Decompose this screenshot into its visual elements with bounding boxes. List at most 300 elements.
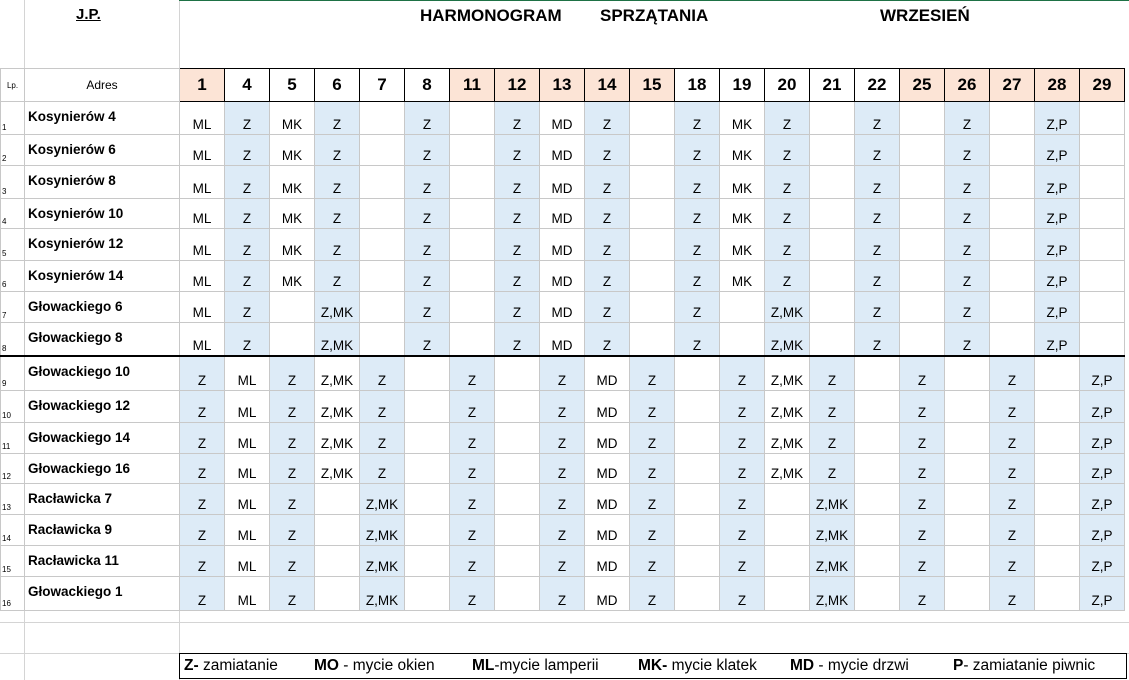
schedule-cell[interactable]	[360, 102, 405, 135]
schedule-cell[interactable]: Z,MK	[360, 546, 405, 577]
schedule-cell[interactable]: ML	[225, 577, 270, 611]
schedule-cell[interactable]: Z	[360, 391, 405, 423]
schedule-cell[interactable]	[990, 199, 1035, 229]
schedule-cell[interactable]	[360, 229, 405, 261]
schedule-cell[interactable]	[270, 323, 315, 356]
schedule-cell[interactable]: Z	[675, 229, 720, 261]
schedule-cell[interactable]	[810, 323, 855, 356]
schedule-cell[interactable]: ML	[225, 484, 270, 515]
schedule-cell[interactable]	[945, 391, 990, 423]
schedule-cell[interactable]: Z	[225, 261, 270, 292]
schedule-cell[interactable]: Z	[315, 261, 360, 292]
schedule-cell[interactable]: Z	[945, 323, 990, 356]
schedule-cell[interactable]	[1080, 199, 1125, 229]
schedule-cell[interactable]: MD	[585, 515, 630, 546]
schedule-cell[interactable]: Z	[495, 229, 540, 261]
schedule-cell[interactable]: Z	[855, 102, 900, 135]
schedule-cell[interactable]: Z	[540, 515, 585, 546]
schedule-cell[interactable]	[1080, 261, 1125, 292]
schedule-cell[interactable]: Z	[720, 454, 765, 484]
schedule-cell[interactable]: Z	[990, 454, 1035, 484]
schedule-cell[interactable]: Z	[180, 577, 225, 611]
schedule-cell[interactable]: Z	[720, 391, 765, 423]
schedule-cell[interactable]	[450, 261, 495, 292]
schedule-cell[interactable]	[495, 356, 540, 391]
schedule-cell[interactable]: Z	[945, 199, 990, 229]
row-number[interactable]: 8	[1, 323, 25, 356]
schedule-cell[interactable]	[1035, 454, 1080, 484]
schedule-cell[interactable]	[810, 135, 855, 166]
day-header[interactable]: 27	[990, 69, 1035, 102]
schedule-cell[interactable]	[810, 229, 855, 261]
schedule-cell[interactable]	[630, 199, 675, 229]
schedule-cell[interactable]: Z,P	[1035, 166, 1080, 199]
day-header[interactable]: 25	[900, 69, 945, 102]
schedule-cell[interactable]: Z	[495, 102, 540, 135]
schedule-cell[interactable]: Z	[270, 391, 315, 423]
address-cell[interactable]: Racławicka 9	[25, 515, 180, 546]
schedule-cell[interactable]	[675, 484, 720, 515]
schedule-cell[interactable]: Z	[360, 454, 405, 484]
day-header[interactable]: 28	[1035, 69, 1080, 102]
schedule-cell[interactable]: Z	[540, 423, 585, 454]
schedule-cell[interactable]	[1035, 515, 1080, 546]
schedule-cell[interactable]: ML	[225, 515, 270, 546]
schedule-cell[interactable]: ML	[180, 261, 225, 292]
address-cell[interactable]: Głowackiego 12	[25, 391, 180, 423]
day-header[interactable]: 7	[360, 69, 405, 102]
day-header[interactable]: 14	[585, 69, 630, 102]
schedule-cell[interactable]	[630, 102, 675, 135]
schedule-cell[interactable]: Z	[765, 199, 810, 229]
schedule-cell[interactable]	[630, 229, 675, 261]
schedule-cell[interactable]: Z	[630, 577, 675, 611]
schedule-cell[interactable]: Z,P	[1035, 135, 1080, 166]
schedule-cell[interactable]: Z,MK	[765, 391, 810, 423]
schedule-cell[interactable]: Z,MK	[810, 484, 855, 515]
schedule-cell[interactable]	[450, 323, 495, 356]
schedule-cell[interactable]	[855, 577, 900, 611]
schedule-cell[interactable]: Z	[540, 391, 585, 423]
schedule-cell[interactable]: MK	[270, 199, 315, 229]
schedule-cell[interactable]	[855, 423, 900, 454]
schedule-cell[interactable]: Z,P	[1035, 229, 1080, 261]
schedule-cell[interactable]	[495, 454, 540, 484]
address-header[interactable]: Adres	[25, 69, 180, 102]
schedule-cell[interactable]: Z,MK	[315, 323, 360, 356]
schedule-cell[interactable]	[1035, 484, 1080, 515]
schedule-cell[interactable]	[945, 577, 990, 611]
schedule-cell[interactable]: Z,MK	[315, 356, 360, 391]
schedule-cell[interactable]: Z	[450, 484, 495, 515]
schedule-cell[interactable]: Z	[630, 423, 675, 454]
schedule-cell[interactable]	[855, 391, 900, 423]
schedule-cell[interactable]: Z	[360, 423, 405, 454]
day-header[interactable]: 18	[675, 69, 720, 102]
schedule-cell[interactable]: Z	[360, 356, 405, 391]
schedule-cell[interactable]	[405, 515, 450, 546]
day-header[interactable]: 20	[765, 69, 810, 102]
schedule-cell[interactable]	[675, 423, 720, 454]
schedule-cell[interactable]: Z	[585, 229, 630, 261]
schedule-cell[interactable]	[900, 261, 945, 292]
schedule-cell[interactable]: Z	[405, 229, 450, 261]
schedule-cell[interactable]	[855, 484, 900, 515]
schedule-cell[interactable]: Z	[990, 577, 1035, 611]
day-header[interactable]: 5	[270, 69, 315, 102]
schedule-cell[interactable]: Z	[990, 484, 1035, 515]
schedule-cell[interactable]	[765, 484, 810, 515]
schedule-cell[interactable]: Z	[900, 546, 945, 577]
schedule-cell[interactable]: Z	[540, 546, 585, 577]
schedule-cell[interactable]: Z	[225, 292, 270, 323]
schedule-cell[interactable]: Z	[495, 323, 540, 356]
schedule-cell[interactable]: Z	[405, 135, 450, 166]
schedule-cell[interactable]: MD	[585, 454, 630, 484]
schedule-cell[interactable]: MD	[585, 546, 630, 577]
schedule-cell[interactable]: Z	[945, 135, 990, 166]
schedule-cell[interactable]	[855, 454, 900, 484]
schedule-cell[interactable]	[990, 166, 1035, 199]
schedule-cell[interactable]: Z	[270, 454, 315, 484]
day-header[interactable]: 19	[720, 69, 765, 102]
schedule-cell[interactable]	[405, 577, 450, 611]
schedule-cell[interactable]: Z,P	[1035, 199, 1080, 229]
schedule-cell[interactable]: Z,P	[1035, 292, 1080, 323]
schedule-cell[interactable]: Z	[810, 391, 855, 423]
schedule-cell[interactable]: Z,MK	[360, 515, 405, 546]
day-header[interactable]: 4	[225, 69, 270, 102]
schedule-cell[interactable]	[900, 292, 945, 323]
schedule-cell[interactable]	[495, 484, 540, 515]
schedule-cell[interactable]: MK	[720, 199, 765, 229]
schedule-cell[interactable]: Z	[585, 135, 630, 166]
schedule-cell[interactable]: Z	[630, 391, 675, 423]
schedule-cell[interactable]	[450, 199, 495, 229]
schedule-cell[interactable]: Z	[450, 546, 495, 577]
schedule-cell[interactable]: MD	[540, 166, 585, 199]
day-header[interactable]: 13	[540, 69, 585, 102]
schedule-cell[interactable]: Z	[720, 484, 765, 515]
schedule-cell[interactable]	[945, 546, 990, 577]
schedule-cell[interactable]: Z	[990, 515, 1035, 546]
schedule-cell[interactable]: MD	[585, 484, 630, 515]
schedule-cell[interactable]	[675, 515, 720, 546]
schedule-cell[interactable]	[1035, 356, 1080, 391]
schedule-cell[interactable]	[360, 199, 405, 229]
schedule-cell[interactable]: Z	[405, 166, 450, 199]
schedule-cell[interactable]: Z	[315, 229, 360, 261]
schedule-cell[interactable]: Z	[225, 229, 270, 261]
schedule-cell[interactable]	[675, 356, 720, 391]
schedule-cell[interactable]: Z	[585, 102, 630, 135]
schedule-cell[interactable]: Z	[270, 356, 315, 391]
schedule-cell[interactable]	[630, 135, 675, 166]
schedule-cell[interactable]	[405, 423, 450, 454]
schedule-cell[interactable]: Z	[540, 356, 585, 391]
schedule-cell[interactable]: Z	[540, 577, 585, 611]
schedule-cell[interactable]: MD	[585, 356, 630, 391]
schedule-cell[interactable]: Z	[225, 135, 270, 166]
schedule-cell[interactable]: MK	[270, 261, 315, 292]
schedule-cell[interactable]: Z	[900, 484, 945, 515]
schedule-cell[interactable]: Z	[765, 166, 810, 199]
schedule-cell[interactable]	[495, 577, 540, 611]
schedule-cell[interactable]	[675, 454, 720, 484]
address-cell[interactable]: Kosynierów 4	[25, 102, 180, 135]
schedule-cell[interactable]	[765, 577, 810, 611]
schedule-cell[interactable]: Z	[720, 546, 765, 577]
schedule-cell[interactable]: Z	[180, 356, 225, 391]
schedule-cell[interactable]	[450, 135, 495, 166]
schedule-cell[interactable]: Z,P	[1080, 454, 1125, 484]
schedule-cell[interactable]	[810, 292, 855, 323]
schedule-cell[interactable]	[855, 515, 900, 546]
schedule-cell[interactable]: Z	[225, 199, 270, 229]
schedule-cell[interactable]	[990, 102, 1035, 135]
schedule-cell[interactable]: Z	[855, 292, 900, 323]
schedule-cell[interactable]: Z	[855, 166, 900, 199]
schedule-cell[interactable]: Z	[405, 292, 450, 323]
schedule-cell[interactable]	[630, 261, 675, 292]
schedule-cell[interactable]: Z	[180, 391, 225, 423]
schedule-cell[interactable]: Z	[855, 323, 900, 356]
schedule-cell[interactable]: Z	[180, 484, 225, 515]
schedule-cell[interactable]: Z,P	[1035, 261, 1080, 292]
schedule-cell[interactable]: Z	[450, 423, 495, 454]
schedule-cell[interactable]: Z	[900, 515, 945, 546]
schedule-cell[interactable]: Z	[180, 423, 225, 454]
schedule-cell[interactable]: Z	[675, 166, 720, 199]
schedule-cell[interactable]	[630, 292, 675, 323]
schedule-cell[interactable]	[315, 484, 360, 515]
schedule-cell[interactable]	[495, 423, 540, 454]
schedule-cell[interactable]	[360, 292, 405, 323]
schedule-cell[interactable]	[855, 356, 900, 391]
schedule-cell[interactable]: Z,MK	[810, 515, 855, 546]
lp-header[interactable]: Lp.	[1, 69, 25, 102]
day-header[interactable]: 22	[855, 69, 900, 102]
schedule-cell[interactable]: Z	[675, 135, 720, 166]
schedule-cell[interactable]	[900, 166, 945, 199]
schedule-cell[interactable]: Z,P	[1080, 577, 1125, 611]
schedule-cell[interactable]	[315, 546, 360, 577]
row-number[interactable]: 1	[1, 102, 25, 135]
schedule-cell[interactable]: Z	[945, 166, 990, 199]
address-cell[interactable]: Głowackiego 10	[25, 356, 180, 391]
schedule-cell[interactable]: Z,MK	[765, 323, 810, 356]
schedule-cell[interactable]: Z	[900, 454, 945, 484]
schedule-cell[interactable]: ML	[225, 454, 270, 484]
schedule-cell[interactable]	[450, 292, 495, 323]
row-number[interactable]: 5	[1, 229, 25, 261]
schedule-cell[interactable]: Z	[450, 356, 495, 391]
schedule-cell[interactable]	[990, 135, 1035, 166]
schedule-cell[interactable]: Z	[855, 229, 900, 261]
schedule-cell[interactable]: Z,MK	[360, 484, 405, 515]
schedule-cell[interactable]: Z	[630, 356, 675, 391]
schedule-cell[interactable]: Z,MK	[765, 356, 810, 391]
schedule-cell[interactable]	[990, 229, 1035, 261]
schedule-cell[interactable]	[1035, 577, 1080, 611]
schedule-cell[interactable]: MK	[270, 166, 315, 199]
schedule-cell[interactable]	[495, 391, 540, 423]
schedule-cell[interactable]: Z	[765, 229, 810, 261]
schedule-cell[interactable]	[1080, 323, 1125, 356]
schedule-cell[interactable]	[1035, 423, 1080, 454]
day-header[interactable]: 29	[1080, 69, 1125, 102]
address-cell[interactable]: Głowackiego 6	[25, 292, 180, 323]
schedule-cell[interactable]: Z	[225, 166, 270, 199]
schedule-cell[interactable]: Z,MK	[315, 423, 360, 454]
schedule-cell[interactable]: MK	[720, 102, 765, 135]
schedule-cell[interactable]: Z	[990, 391, 1035, 423]
schedule-cell[interactable]	[1080, 135, 1125, 166]
address-cell[interactable]: Racławicka 7	[25, 484, 180, 515]
schedule-cell[interactable]: ML	[225, 546, 270, 577]
schedule-cell[interactable]: Z	[585, 166, 630, 199]
schedule-cell[interactable]	[405, 391, 450, 423]
schedule-cell[interactable]: ML	[225, 356, 270, 391]
schedule-cell[interactable]	[405, 484, 450, 515]
schedule-cell[interactable]: Z	[540, 484, 585, 515]
schedule-cell[interactable]: Z	[270, 423, 315, 454]
day-header[interactable]: 1	[180, 69, 225, 102]
schedule-cell[interactable]: Z	[270, 515, 315, 546]
schedule-cell[interactable]	[675, 391, 720, 423]
schedule-cell[interactable]	[1080, 166, 1125, 199]
address-cell[interactable]: Głowackiego 16	[25, 454, 180, 484]
schedule-cell[interactable]	[990, 292, 1035, 323]
schedule-cell[interactable]: MD	[540, 292, 585, 323]
schedule-cell[interactable]: Z,P	[1080, 423, 1125, 454]
row-number[interactable]: 14	[1, 515, 25, 546]
schedule-cell[interactable]: Z	[180, 515, 225, 546]
row-number[interactable]: 9	[1, 356, 25, 391]
schedule-cell[interactable]: Z	[900, 356, 945, 391]
address-cell[interactable]: Głowackiego 1	[25, 577, 180, 611]
schedule-cell[interactable]: Z	[225, 102, 270, 135]
schedule-cell[interactable]: Z	[495, 261, 540, 292]
schedule-cell[interactable]: Z	[630, 546, 675, 577]
schedule-cell[interactable]: Z	[270, 546, 315, 577]
schedule-cell[interactable]: MD	[585, 423, 630, 454]
schedule-cell[interactable]	[405, 454, 450, 484]
schedule-cell[interactable]: MD	[585, 391, 630, 423]
schedule-cell[interactable]: ML	[180, 166, 225, 199]
schedule-cell[interactable]: Z	[585, 199, 630, 229]
schedule-cell[interactable]: MK	[720, 166, 765, 199]
schedule-cell[interactable]: Z,P	[1035, 102, 1080, 135]
day-header[interactable]: 6	[315, 69, 360, 102]
schedule-cell[interactable]: Z	[945, 229, 990, 261]
schedule-cell[interactable]: MD	[540, 323, 585, 356]
schedule-cell[interactable]	[900, 135, 945, 166]
schedule-cell[interactable]: Z	[990, 546, 1035, 577]
schedule-cell[interactable]	[855, 546, 900, 577]
schedule-cell[interactable]: MK	[720, 229, 765, 261]
schedule-cell[interactable]	[360, 166, 405, 199]
schedule-cell[interactable]	[495, 515, 540, 546]
schedule-cell[interactable]: Z	[180, 454, 225, 484]
schedule-cell[interactable]	[450, 102, 495, 135]
schedule-cell[interactable]: MK	[270, 102, 315, 135]
schedule-cell[interactable]: Z,MK	[810, 546, 855, 577]
schedule-cell[interactable]: Z	[675, 199, 720, 229]
schedule-cell[interactable]: Z,MK	[315, 454, 360, 484]
row-number[interactable]: 4	[1, 199, 25, 229]
schedule-cell[interactable]: Z	[585, 323, 630, 356]
schedule-cell[interactable]	[900, 199, 945, 229]
schedule-cell[interactable]: Z	[900, 423, 945, 454]
schedule-cell[interactable]: Z	[495, 199, 540, 229]
address-cell[interactable]: Racławicka 11	[25, 546, 180, 577]
schedule-cell[interactable]: Z	[765, 135, 810, 166]
row-number[interactable]: 3	[1, 166, 25, 199]
schedule-cell[interactable]: ML	[225, 423, 270, 454]
schedule-cell[interactable]: MD	[540, 135, 585, 166]
schedule-cell[interactable]	[1035, 546, 1080, 577]
schedule-cell[interactable]: Z	[720, 515, 765, 546]
schedule-cell[interactable]: Z	[990, 423, 1035, 454]
schedule-cell[interactable]: Z	[765, 261, 810, 292]
schedule-cell[interactable]: Z,P	[1080, 515, 1125, 546]
schedule-cell[interactable]: Z,P	[1080, 546, 1125, 577]
day-header[interactable]: 21	[810, 69, 855, 102]
schedule-cell[interactable]	[315, 577, 360, 611]
schedule-cell[interactable]: Z	[450, 391, 495, 423]
schedule-cell[interactable]: Z,MK	[315, 391, 360, 423]
schedule-cell[interactable]	[945, 356, 990, 391]
schedule-cell[interactable]: Z,MK	[765, 454, 810, 484]
schedule-cell[interactable]: MD	[540, 261, 585, 292]
schedule-cell[interactable]: Z	[315, 135, 360, 166]
schedule-cell[interactable]	[630, 166, 675, 199]
schedule-cell[interactable]: MD	[540, 102, 585, 135]
schedule-cell[interactable]: Z,MK	[360, 577, 405, 611]
schedule-cell[interactable]	[270, 292, 315, 323]
schedule-cell[interactable]	[1080, 229, 1125, 261]
address-cell[interactable]: Kosynierów 10	[25, 199, 180, 229]
schedule-cell[interactable]	[720, 323, 765, 356]
schedule-cell[interactable]	[990, 261, 1035, 292]
schedule-cell[interactable]: Z,P	[1035, 323, 1080, 356]
schedule-cell[interactable]: MK	[270, 229, 315, 261]
schedule-cell[interactable]: Z	[315, 102, 360, 135]
schedule-cell[interactable]: Z	[945, 102, 990, 135]
schedule-cell[interactable]: Z	[945, 261, 990, 292]
schedule-cell[interactable]: Z	[855, 135, 900, 166]
schedule-cell[interactable]	[765, 546, 810, 577]
day-header[interactable]: 26	[945, 69, 990, 102]
schedule-cell[interactable]	[1080, 292, 1125, 323]
schedule-cell[interactable]: Z	[810, 356, 855, 391]
schedule-cell[interactable]: MK	[720, 135, 765, 166]
row-number[interactable]: 16	[1, 577, 25, 611]
schedule-cell[interactable]	[945, 423, 990, 454]
schedule-cell[interactable]: MD	[540, 199, 585, 229]
schedule-cell[interactable]: ML	[180, 292, 225, 323]
schedule-cell[interactable]: Z,MK	[315, 292, 360, 323]
schedule-cell[interactable]	[675, 577, 720, 611]
row-number[interactable]: 10	[1, 391, 25, 423]
schedule-cell[interactable]: Z	[630, 454, 675, 484]
schedule-cell[interactable]: Z	[675, 261, 720, 292]
schedule-cell[interactable]	[900, 323, 945, 356]
schedule-cell[interactable]: Z,P	[1080, 391, 1125, 423]
schedule-cell[interactable]: Z	[315, 199, 360, 229]
schedule-cell[interactable]: MK	[720, 261, 765, 292]
